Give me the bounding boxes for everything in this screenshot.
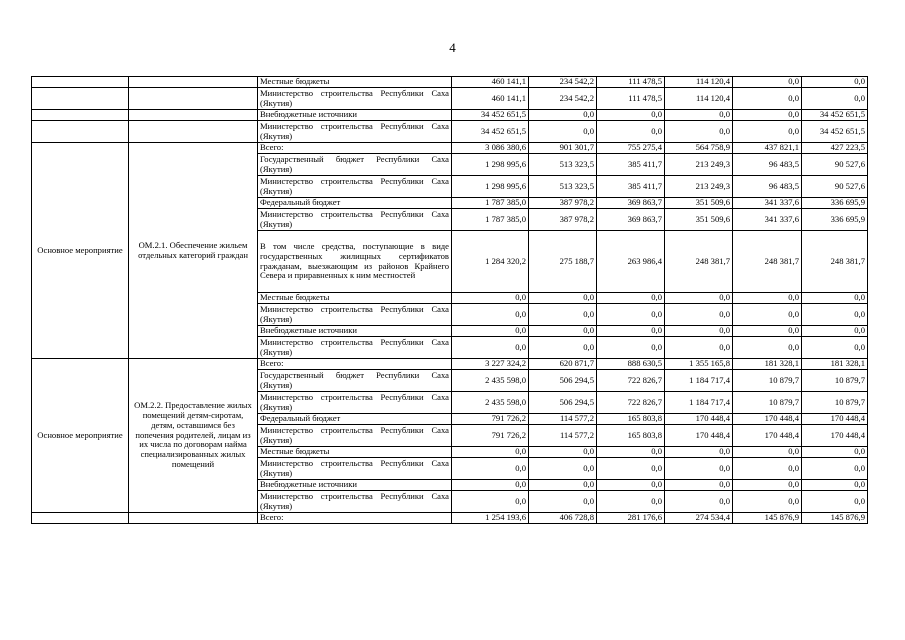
amount-cell: 170 448,4 [802,414,868,425]
amount-cell: 2 435 598,0 [452,370,529,392]
amount-cell: 0,0 [452,293,529,304]
amount-cell: 0,0 [597,304,665,326]
amount-cell: 248 381,7 [802,231,868,293]
amount-cell: 90 527,6 [802,154,868,176]
amount-cell: 10 879,7 [733,370,802,392]
amount-cell: 1 787 385,0 [452,209,529,231]
amount-cell: 0,0 [733,458,802,480]
amount-cell: 181 328,1 [733,359,802,370]
funding-source-cell: Федеральный бюджет [258,414,452,425]
amount-cell: 1 298 995,6 [452,154,529,176]
amount-cell: 0,0 [452,480,529,491]
funding-source-cell: Федеральный бюджет [258,198,452,209]
amount-cell: 0,0 [452,304,529,326]
amount-cell: 34 452 651,5 [802,121,868,143]
amount-cell: 341 337,6 [733,209,802,231]
amount-cell: 0,0 [597,491,665,513]
table-row [32,110,868,121]
amount-cell: 0,0 [452,491,529,513]
empty-cell [32,77,129,88]
amount-cell: 0,0 [529,293,597,304]
amount-cell: 0,0 [733,447,802,458]
amount-cell: 234 542,2 [529,77,597,88]
amount-cell: 385 411,7 [597,176,665,198]
page-number: 4 [449,40,456,55]
amount-cell: 0,0 [665,491,733,513]
amount-cell: 281 176,6 [597,513,665,524]
empty-cell [129,513,258,524]
funding-source-cell: Местные бюджеты [258,293,452,304]
amount-cell: 0,0 [597,110,665,121]
amount-cell: 0,0 [665,293,733,304]
amount-cell: 0,0 [665,458,733,480]
amount-cell: 170 448,4 [665,414,733,425]
amount-cell: 0,0 [665,110,733,121]
amount-cell: 0,0 [597,458,665,480]
amount-cell: 0,0 [665,304,733,326]
amount-cell: 114 120,4 [665,77,733,88]
amount-cell: 114 577,2 [529,414,597,425]
amount-cell: 111 478,5 [597,77,665,88]
funding-source-cell: Министерство строительства Республики Саха (Якутия) [258,88,452,110]
amount-cell: 0,0 [733,110,802,121]
amount-cell: 170 448,4 [733,414,802,425]
amount-cell: 0,0 [452,337,529,359]
amount-cell: 0,0 [665,337,733,359]
amount-cell: 34 452 651,5 [452,110,529,121]
funding-source-cell: В том числе средства, поступающие в виде государственных жилищных сертификатов гражданам, выезжающим из районов Крайнего Севера и приравненных к ним местностей [258,231,452,293]
amount-cell: 10 879,7 [802,370,868,392]
amount-cell: 0,0 [529,480,597,491]
amount-cell: 145 876,9 [802,513,868,524]
amount-cell: 0,0 [597,447,665,458]
amount-cell: 0,0 [452,326,529,337]
amount-cell: 0,0 [597,121,665,143]
amount-cell: 722 826,7 [597,370,665,392]
funding-source-cell: Государственный бюджет Республики Саха (Якутия) [258,154,452,176]
amount-cell: 170 448,4 [733,425,802,447]
funding-source-cell: Всего: [258,359,452,370]
amount-cell: 460 141,1 [452,77,529,88]
empty-cell [32,88,129,110]
amount-cell: 10 879,7 [802,392,868,414]
amount-cell: 336 695,9 [802,209,868,231]
table-row [32,77,868,88]
amount-cell: 1 184 717,4 [665,370,733,392]
funding-source-cell: Министерство строительства Республики Саха (Якутия) [258,209,452,231]
amount-cell: 114 577,2 [529,425,597,447]
amount-cell: 0,0 [802,480,868,491]
amount-cell: 170 448,4 [802,425,868,447]
amount-cell: 0,0 [529,110,597,121]
funding-source-cell: Внебюджетные источники [258,326,452,337]
empty-cell [32,513,129,524]
amount-cell: 427 223,5 [802,143,868,154]
table-row [32,88,868,110]
table-row [32,121,868,143]
amount-cell: 385 411,7 [597,154,665,176]
amount-cell: 0,0 [733,491,802,513]
funding-source-cell: Всего: [258,143,452,154]
amount-cell: 213 249,3 [665,176,733,198]
amount-cell: 274 534,4 [665,513,733,524]
funding-source-cell: Министерство строительства Республики Саха (Якутия) [258,337,452,359]
amount-cell: 1 787 385,0 [452,198,529,209]
funding-source-cell: Всего: [258,513,452,524]
funding-source-cell: Министерство строительства Республики Саха (Якутия) [258,121,452,143]
amount-cell: 722 826,7 [597,392,665,414]
amount-cell: 0,0 [529,458,597,480]
amount-cell: 0,0 [802,458,868,480]
amount-cell: 0,0 [733,337,802,359]
amount-cell: 0,0 [665,121,733,143]
funding-source-cell: Внебюджетные источники [258,110,452,121]
amount-cell: 369 863,7 [597,198,665,209]
amount-cell: 0,0 [802,337,868,359]
amount-cell: 506 294,5 [529,370,597,392]
amount-cell: 248 381,7 [733,231,802,293]
budget-table-body [32,77,868,524]
amount-cell: 513 323,5 [529,176,597,198]
activity-type-cell: Основное мероприятие [32,143,129,359]
amount-cell: 336 695,9 [802,198,868,209]
amount-cell: 460 141,1 [452,88,529,110]
amount-cell: 0,0 [529,337,597,359]
amount-cell: 513 323,5 [529,154,597,176]
activity-name-cell: ОМ.2.1. Обеспечение жильем отдельных категорий граждан [129,143,258,359]
amount-cell: 0,0 [665,480,733,491]
amount-cell: 341 337,6 [733,198,802,209]
empty-cell [129,121,258,143]
amount-cell: 387 978,2 [529,198,597,209]
amount-cell: 755 275,4 [597,143,665,154]
amount-cell: 1 254 193,6 [452,513,529,524]
amount-cell: 0,0 [802,88,868,110]
amount-cell: 0,0 [802,326,868,337]
amount-cell: 165 803,8 [597,425,665,447]
amount-cell: 0,0 [529,491,597,513]
funding-source-cell: Министерство строительства Республики Саха (Якутия) [258,491,452,513]
empty-cell [32,110,129,121]
amount-cell: 263 986,4 [597,231,665,293]
amount-cell: 96 483,5 [733,176,802,198]
funding-source-cell: Министерство строительства Республики Саха (Якутия) [258,458,452,480]
amount-cell: 387 978,2 [529,209,597,231]
funding-source-cell: Государственный бюджет Республики Саха (Якутия) [258,370,452,392]
amount-cell: 213 249,3 [665,154,733,176]
empty-cell [129,77,258,88]
amount-cell: 0,0 [529,121,597,143]
activity-type-cell: Основное мероприятие [32,359,129,513]
amount-cell: 34 452 651,5 [802,110,868,121]
amount-cell: 506 294,5 [529,392,597,414]
empty-cell [129,110,258,121]
amount-cell: 0,0 [733,293,802,304]
amount-cell: 0,0 [802,447,868,458]
amount-cell: 0,0 [529,304,597,326]
amount-cell: 96 483,5 [733,154,802,176]
funding-source-cell: Министерство строительства Республики Саха (Якутия) [258,392,452,414]
amount-cell: 564 758,9 [665,143,733,154]
amount-cell: 248 381,7 [665,231,733,293]
amount-cell: 2 435 598,0 [452,392,529,414]
amount-cell: 0,0 [529,326,597,337]
amount-cell: 170 448,4 [665,425,733,447]
amount-cell: 1 298 995,6 [452,176,529,198]
amount-cell: 114 120,4 [665,88,733,110]
amount-cell: 181 328,1 [802,359,868,370]
amount-cell: 145 876,9 [733,513,802,524]
amount-cell: 0,0 [733,121,802,143]
activity-name-cell: ОМ.2.2. Предоставление жилых помещений детям-сиротам, детям, оставшимся без попечения родителей, лицам из их числа по договорам найма специализированных жилых помещений [129,359,258,513]
amount-cell: 351 509,6 [665,198,733,209]
amount-cell: 351 509,6 [665,209,733,231]
amount-cell: 0,0 [802,77,868,88]
amount-cell: 0,0 [597,480,665,491]
amount-cell: 34 452 651,5 [452,121,529,143]
empty-cell [129,88,258,110]
amount-cell: 0,0 [665,447,733,458]
amount-cell: 234 542,2 [529,88,597,110]
amount-cell: 275 188,7 [529,231,597,293]
funding-source-cell: Министерство строительства Республики Саха (Якутия) [258,425,452,447]
funding-source-cell: Местные бюджеты [258,447,452,458]
budget-table [31,76,868,524]
amount-cell: 0,0 [733,77,802,88]
amount-cell: 901 301,7 [529,143,597,154]
amount-cell: 10 879,7 [733,392,802,414]
empty-cell [32,121,129,143]
amount-cell: 620 871,7 [529,359,597,370]
amount-cell: 0,0 [802,304,868,326]
amount-cell: 1 355 165,8 [665,359,733,370]
amount-cell: 0,0 [597,293,665,304]
amount-cell: 0,0 [452,458,529,480]
amount-cell: 437 821,1 [733,143,802,154]
funding-source-cell: Местные бюджеты [258,77,452,88]
amount-cell: 791 726,2 [452,425,529,447]
amount-cell: 1 284 320,2 [452,231,529,293]
amount-cell: 0,0 [665,326,733,337]
funding-source-cell: Внебюджетные источники [258,480,452,491]
table-row [32,359,868,370]
amount-cell: 165 803,8 [597,414,665,425]
table-row [32,513,868,524]
funding-source-cell: Министерство строительства Республики Саха (Якутия) [258,176,452,198]
amount-cell: 0,0 [733,304,802,326]
amount-cell: 369 863,7 [597,209,665,231]
amount-cell: 0,0 [452,447,529,458]
amount-cell: 90 527,6 [802,176,868,198]
amount-cell: 406 728,8 [529,513,597,524]
amount-cell: 0,0 [597,326,665,337]
amount-cell: 0,0 [597,337,665,359]
amount-cell: 1 184 717,4 [665,392,733,414]
amount-cell: 3 086 380,6 [452,143,529,154]
amount-cell: 0,0 [802,491,868,513]
amount-cell: 0,0 [733,480,802,491]
amount-cell: 0,0 [733,88,802,110]
table-row [32,143,868,154]
amount-cell: 888 630,5 [597,359,665,370]
amount-cell: 0,0 [529,447,597,458]
amount-cell: 0,0 [733,326,802,337]
amount-cell: 791 726,2 [452,414,529,425]
funding-source-cell: Министерство строительства Республики Саха (Якутия) [258,304,452,326]
amount-cell: 0,0 [802,293,868,304]
amount-cell: 111 478,5 [597,88,665,110]
amount-cell: 3 227 324,2 [452,359,529,370]
